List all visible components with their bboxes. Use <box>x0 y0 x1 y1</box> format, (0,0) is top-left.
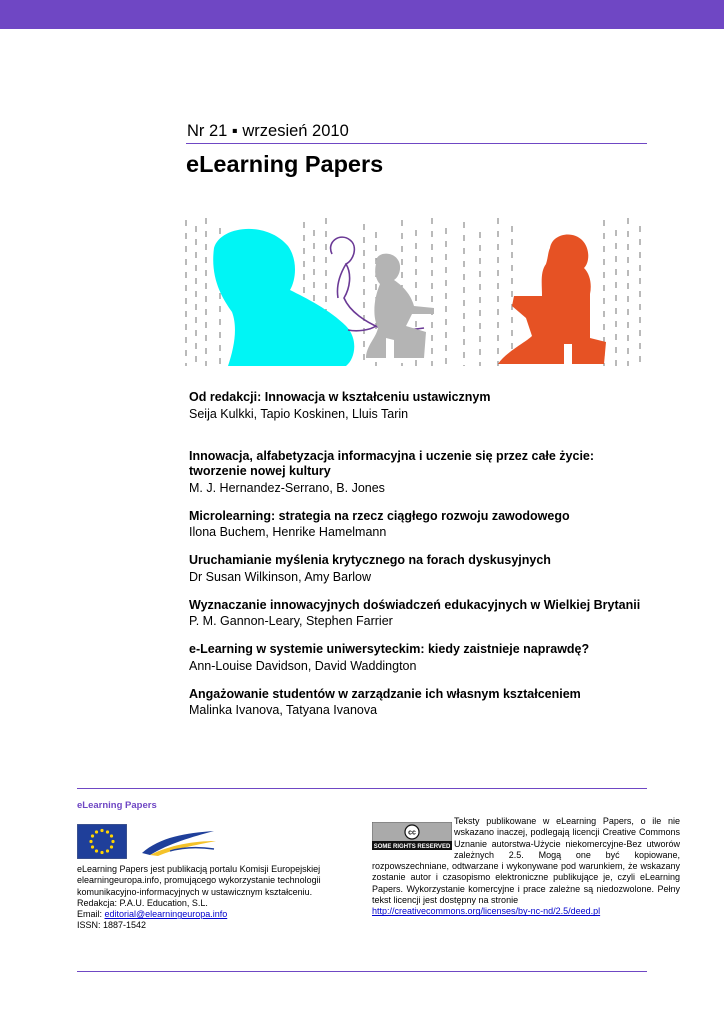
toc-item <box>189 642 644 674</box>
publisher-line: eLearning Papers jest publikacją portalu Komisji Europejskiej <box>77 864 321 874</box>
article-authors: Ilona Buchem, Henrike Hamelmann <box>189 525 387 539</box>
eu-flag-icon <box>77 824 127 859</box>
toc-item <box>189 449 644 496</box>
toc-item <box>189 390 644 422</box>
footer-label: eLearning Papers <box>77 800 157 811</box>
grey-figure <box>366 254 434 358</box>
cc-symbol: cc <box>408 829 416 837</box>
publisher-line: elearningeuropa.info, promującego wykorzystanie technologii <box>77 875 321 886</box>
license-link[interactable]: http://creativecommons.org/licenses/by-nc-nd/2.5/deed.pl <box>372 906 601 917</box>
article-authors: Ann-Louise Davidson, David Waddington <box>189 658 417 673</box>
top-banner <box>0 0 724 29</box>
article-title: Od redakcji: Innowacja w kształceniu ustawicznym <box>189 390 491 404</box>
article-authors: P. M. Gannon-Leary, Stephen Farrier <box>189 614 393 628</box>
publisher-line: Redakcja: P.A.U. Education, S.L. <box>77 897 208 908</box>
article-title: Wyznaczanie innowacyjnych doświadczeń edukacyjnych w Wielkiej Brytanii <box>189 597 641 612</box>
creative-commons-badge-icon <box>372 822 452 850</box>
email-link[interactable]: editorial@elearningeuropa.info <box>104 909 228 920</box>
lifelong-learning-logo-icon <box>140 827 218 857</box>
table-of-contents <box>189 390 644 731</box>
header-divider <box>186 143 647 144</box>
article-title: Angażowanie studentów w zarządzanie ich własnym kształceniem <box>189 686 581 701</box>
toc-item <box>189 553 644 585</box>
email-prefix: Email: <box>77 909 105 920</box>
toc-item <box>189 687 644 719</box>
email-line <box>77 909 367 920</box>
cc-badge-text: SOME RIGHTS RESERVED <box>373 844 451 850</box>
toc-item <box>189 509 644 541</box>
article-authors: M. J. Hernandez-Serrano, B. Jones <box>189 480 385 495</box>
publisher-line: komunikacyjno-informacyjnych w ustawicznym kształceniu. <box>77 886 313 897</box>
article-title: Microlearning: strategia na rzecz ciągłego rozwoju zawodowego <box>189 508 570 523</box>
article-authors: Malinka Ivanova, Tatyana Ivanova <box>189 703 378 717</box>
cover-illustration <box>180 218 646 366</box>
issue-label: Nr 21 ▪ wrzesień 2010 <box>187 122 349 140</box>
issn-line: ISSN: 1887-1542 <box>77 920 147 931</box>
article-title: Uruchamianie myślenia krytycznego na forach dyskusyjnych <box>189 553 551 567</box>
footer-bottom-divider <box>77 971 647 972</box>
footer-top-divider <box>77 788 647 789</box>
orange-figure <box>498 234 606 364</box>
article-authors: Seija Kulkki, Tapio Koskinen, Lluis Tarin <box>189 406 409 421</box>
article-authors: Dr Susan Wilkinson, Amy Barlow <box>189 569 372 584</box>
page-title: eLearning Papers <box>186 151 384 177</box>
cyan-figure <box>213 229 354 366</box>
footer-publisher-info <box>77 864 367 932</box>
toc-item <box>189 598 644 630</box>
license-paragraph: Teksty publikowane w eLearning Papers, o ile nie wskazano inaczej, podlegają licencji Creative Commons Uznanie autorstwa-Użycie niekomercyjne-Bez utworów zależnych 2.5. Mogą one być kopiowane, rozpowszechniane, odtwarzane i wykonywane pod warunkiem, że wskazany zostanie autor i czasopismo elektroniczne publikujące je, czyli eLearning Papers. Wykorzystanie komercyjne i prace zależne są niedozwolone. Pełny tekst licencji jest dostępny na stronie <box>372 816 680 906</box>
article-title: e-Learning w systemie uniwersyteckim: kiedy zaistnieje naprawdę? <box>189 642 590 656</box>
article-title: Innowacja, alfabetyzacja informacyjna i uczenie się przez całe życie: tworzenie nowej kultury <box>189 448 595 478</box>
